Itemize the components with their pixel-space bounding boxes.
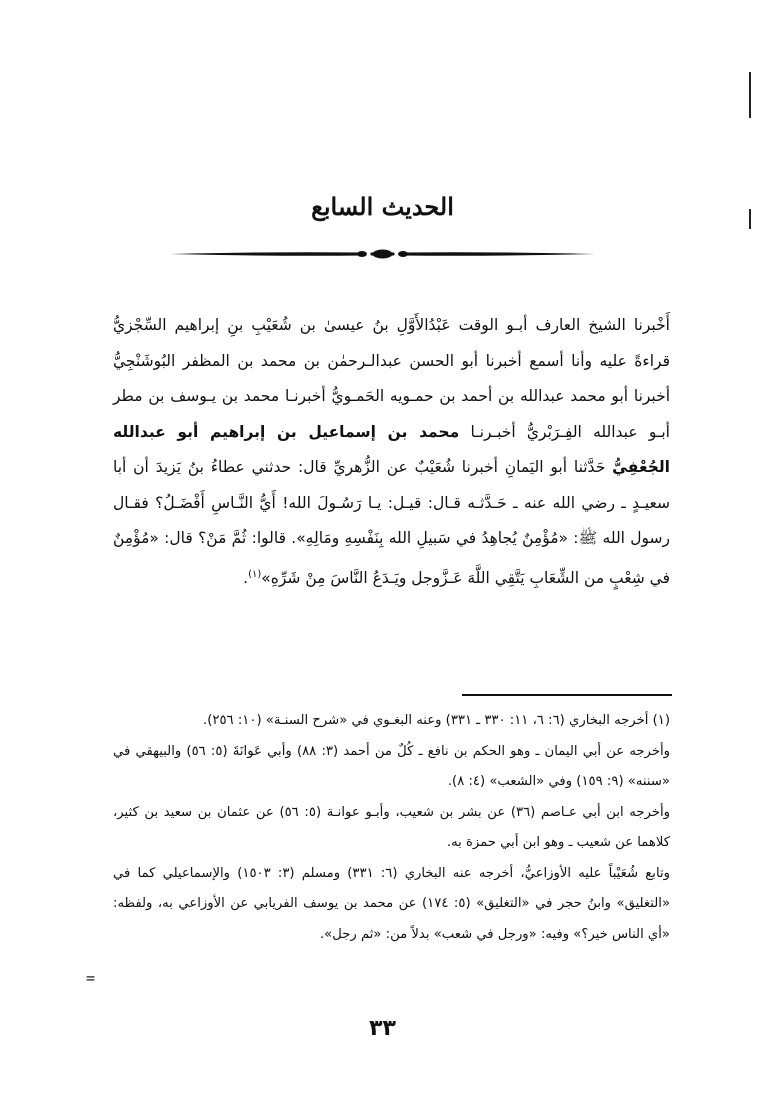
isnad-text: أَخْبرنا الشيخ العارف أبـو الوقت عَبْدُالأَوَّلِ بنُ عيسىٰ بن شُعَيْبِ بنِ إبراهيم السِّجْزيُّ قراءةً عليه وأنا أسمع أخبرنا أبو الحسن عبدالـرحمٰن بن محمد بن المظفر البُوشَنْجِيُّ أخبرنا أبو محمد عبدالله بن أحمد بن حمـويه الحَمـويُّ أخبرنـا محمد بن يـوسف بن مطر أبـو عبدالله الفِـرَبْريُّ أخبـرنـا bbox=[113, 316, 670, 441]
footnote-2: وأخرجه عن أبي اليمان ـ وهو الحكم بن نافع ـ كُلٌ من أحمد (٣: ٨٨) وأبي عَوانَةَ (٥: ٥٦) والبيهقي في «سننه» (٩: ١٥٩) وفي «الشعب» (٤: ٨). bbox=[113, 743, 670, 789]
hadith-paragraph bbox=[113, 308, 670, 596]
paragraph-end: . bbox=[243, 568, 249, 587]
hadith-body bbox=[113, 308, 670, 596]
narrator-bold-name: محمد بن إسماعيل بن إبراهيم أبو عبدالله الجُعْفِيُّ bbox=[113, 422, 670, 476]
footnote-separator bbox=[462, 694, 672, 696]
page-number: ٣٣ bbox=[369, 1016, 396, 1041]
margin-mark: = bbox=[86, 969, 96, 987]
footnote-reference[interactable]: (١) bbox=[248, 568, 262, 580]
footnote-3: وأخرجه ابن أبي عـاصم (٣٦) عن بشر بن شعيب، وأبـو عوانـة (٥: ٥٦) عن عثمان بن سعيد بن كثير، كلاهما عن شعيب ـ وهو ابن أبي حمزة به. bbox=[113, 804, 670, 850]
page-edge-mark-top bbox=[749, 72, 751, 118]
hadith-text: حَدَّثنا أبو اليَمانِ أخبرنا شُعَيْبٌ عن الزُّهريِّ قال: حدثني عطاءُ بنُ يَزيدَ أن أبا سعيـدٍ ـ رضي الله عنه ـ حَـدَّثـه قـال: قيـل: يـا رَسُـولَ الله! أَيُّ النَّـاسِ أَفْضَـلُ؟ فقـال رسول الله ﷺ: «مُؤْمِنٌ يُجاهِدُ في سَبيلِ الله بِنَفْسِهِ ومَالِهِ». قالوا: ثُمَّ مَنْ؟ قال: «مُؤْمِنٌ في شِعْبٍ من الشِّعَابِ يَتَّقِي اللَّهَ عَـزَّوجل ويَـدَعُ النَّاسَ مِنْ شَرِّهِ» bbox=[113, 458, 670, 587]
footnote-4: وتابع شُعَيْباً عليه الأوزاعيُّ، أخرجه عنه البخاري (٦: ٣٣١) ومسلم (٣: ١٥٠٣) والإسماعيلي كما في «التغليق» وابنُ حجر في «التغليق» (٥: ١٧٤) عن محمد بن يوسف الفريابي عن الأوزاعي به، ولفظه: «أي الناس خير؟» وفيه: «ورجل في شعب» بدلاً من: «ثم رجل». bbox=[113, 865, 671, 942]
footnotes-section bbox=[113, 706, 670, 950]
hadith-title: الحديث السابع bbox=[311, 192, 454, 221]
title-ornament-divider bbox=[170, 244, 595, 264]
footnote-1: (١) أخرجه البخاري (٦: ٦، ١١: ٣٣٠ ـ ٣٣١) وعنه البغـوي في «شرح السنـة» (١٠: ٢٥٦). bbox=[203, 713, 670, 728]
